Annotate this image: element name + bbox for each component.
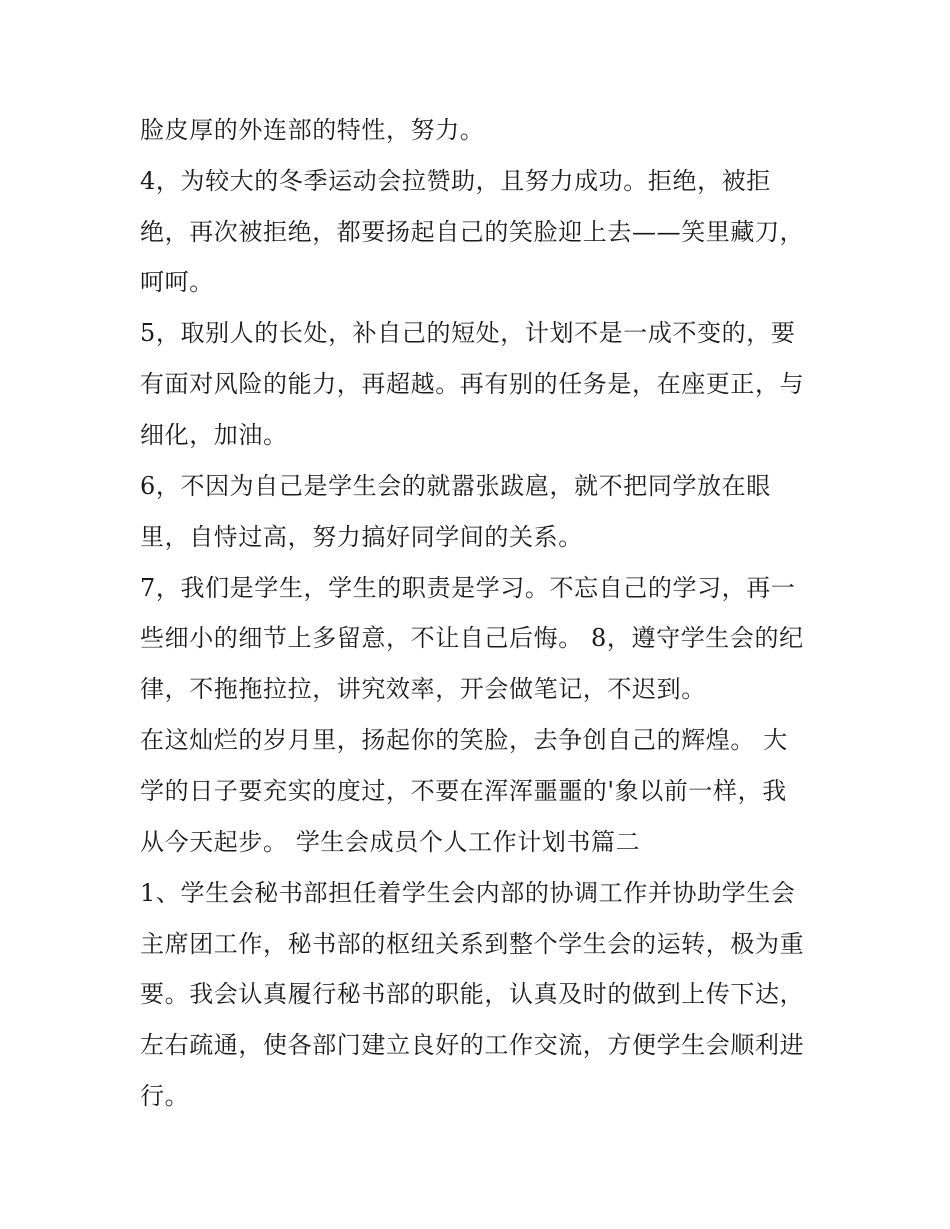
text-line: 左右疏通，使各部门建立良好的工作交流，方便学生会顺利进 (140, 1031, 805, 1059)
text-line: 里，自恃过高，努力搞好同学间的关系。 (140, 523, 583, 551)
text-line: 律，不拖拖拉拉，讲究效率，开会做笔记，不迟到。 (140, 675, 706, 703)
text-line: 行。 (140, 1082, 190, 1110)
text-line: 5，取别人的长处，补自己的短处，计划不是一成不变的，要 (140, 319, 796, 347)
text-line: 些细小的细节上多留意，不让自己后悔。 8，遵守学生会的纪 (140, 624, 804, 652)
text-line: 从今天起步。 学生会成员个人工作计划书篇二 (140, 828, 641, 856)
text-line: 1、学生会秘书部担任着学生会内部的协调工作并协助学生会 (140, 879, 796, 907)
text-line: 细化，加油。 (140, 421, 288, 449)
text-line: 呵呵。 (140, 268, 214, 296)
text-line: 7，我们是学生，学生的职责是学习。不忘自己的学习，再一 (140, 574, 796, 602)
text-line: 6，不因为自己是学生会的就嚣张跋扈，就不把同学放在眼 (140, 472, 771, 500)
text-line: 要。我会认真履行秘书部的职能，认真及时的做到上传下达， (140, 980, 805, 1008)
text-line: 学的日子要充实的度过，不要在浑浑噩噩的'象以前一样，我 (140, 777, 787, 805)
text-line: 有面对风险的能力，再超越。再有别的任务是，在座更正，与 (140, 370, 805, 398)
text-line: 4，为较大的冬季运动会拉赞助，且努力成功。拒绝，被拒 (140, 167, 771, 195)
text-line: 脸皮厚的外连部的特性，努力。 (140, 116, 485, 144)
text-line: 在这灿烂的岁月里，扬起你的笑脸，去争创自己的辉煌。 大 (140, 726, 788, 754)
text-line: 绝，再次被拒绝，都要扬起自己的笑脸迎上去——笑里藏刀， (140, 218, 805, 246)
text-line: 主席团工作，秘书部的枢纽关系到整个学生会的运转，极为重 (140, 930, 805, 958)
